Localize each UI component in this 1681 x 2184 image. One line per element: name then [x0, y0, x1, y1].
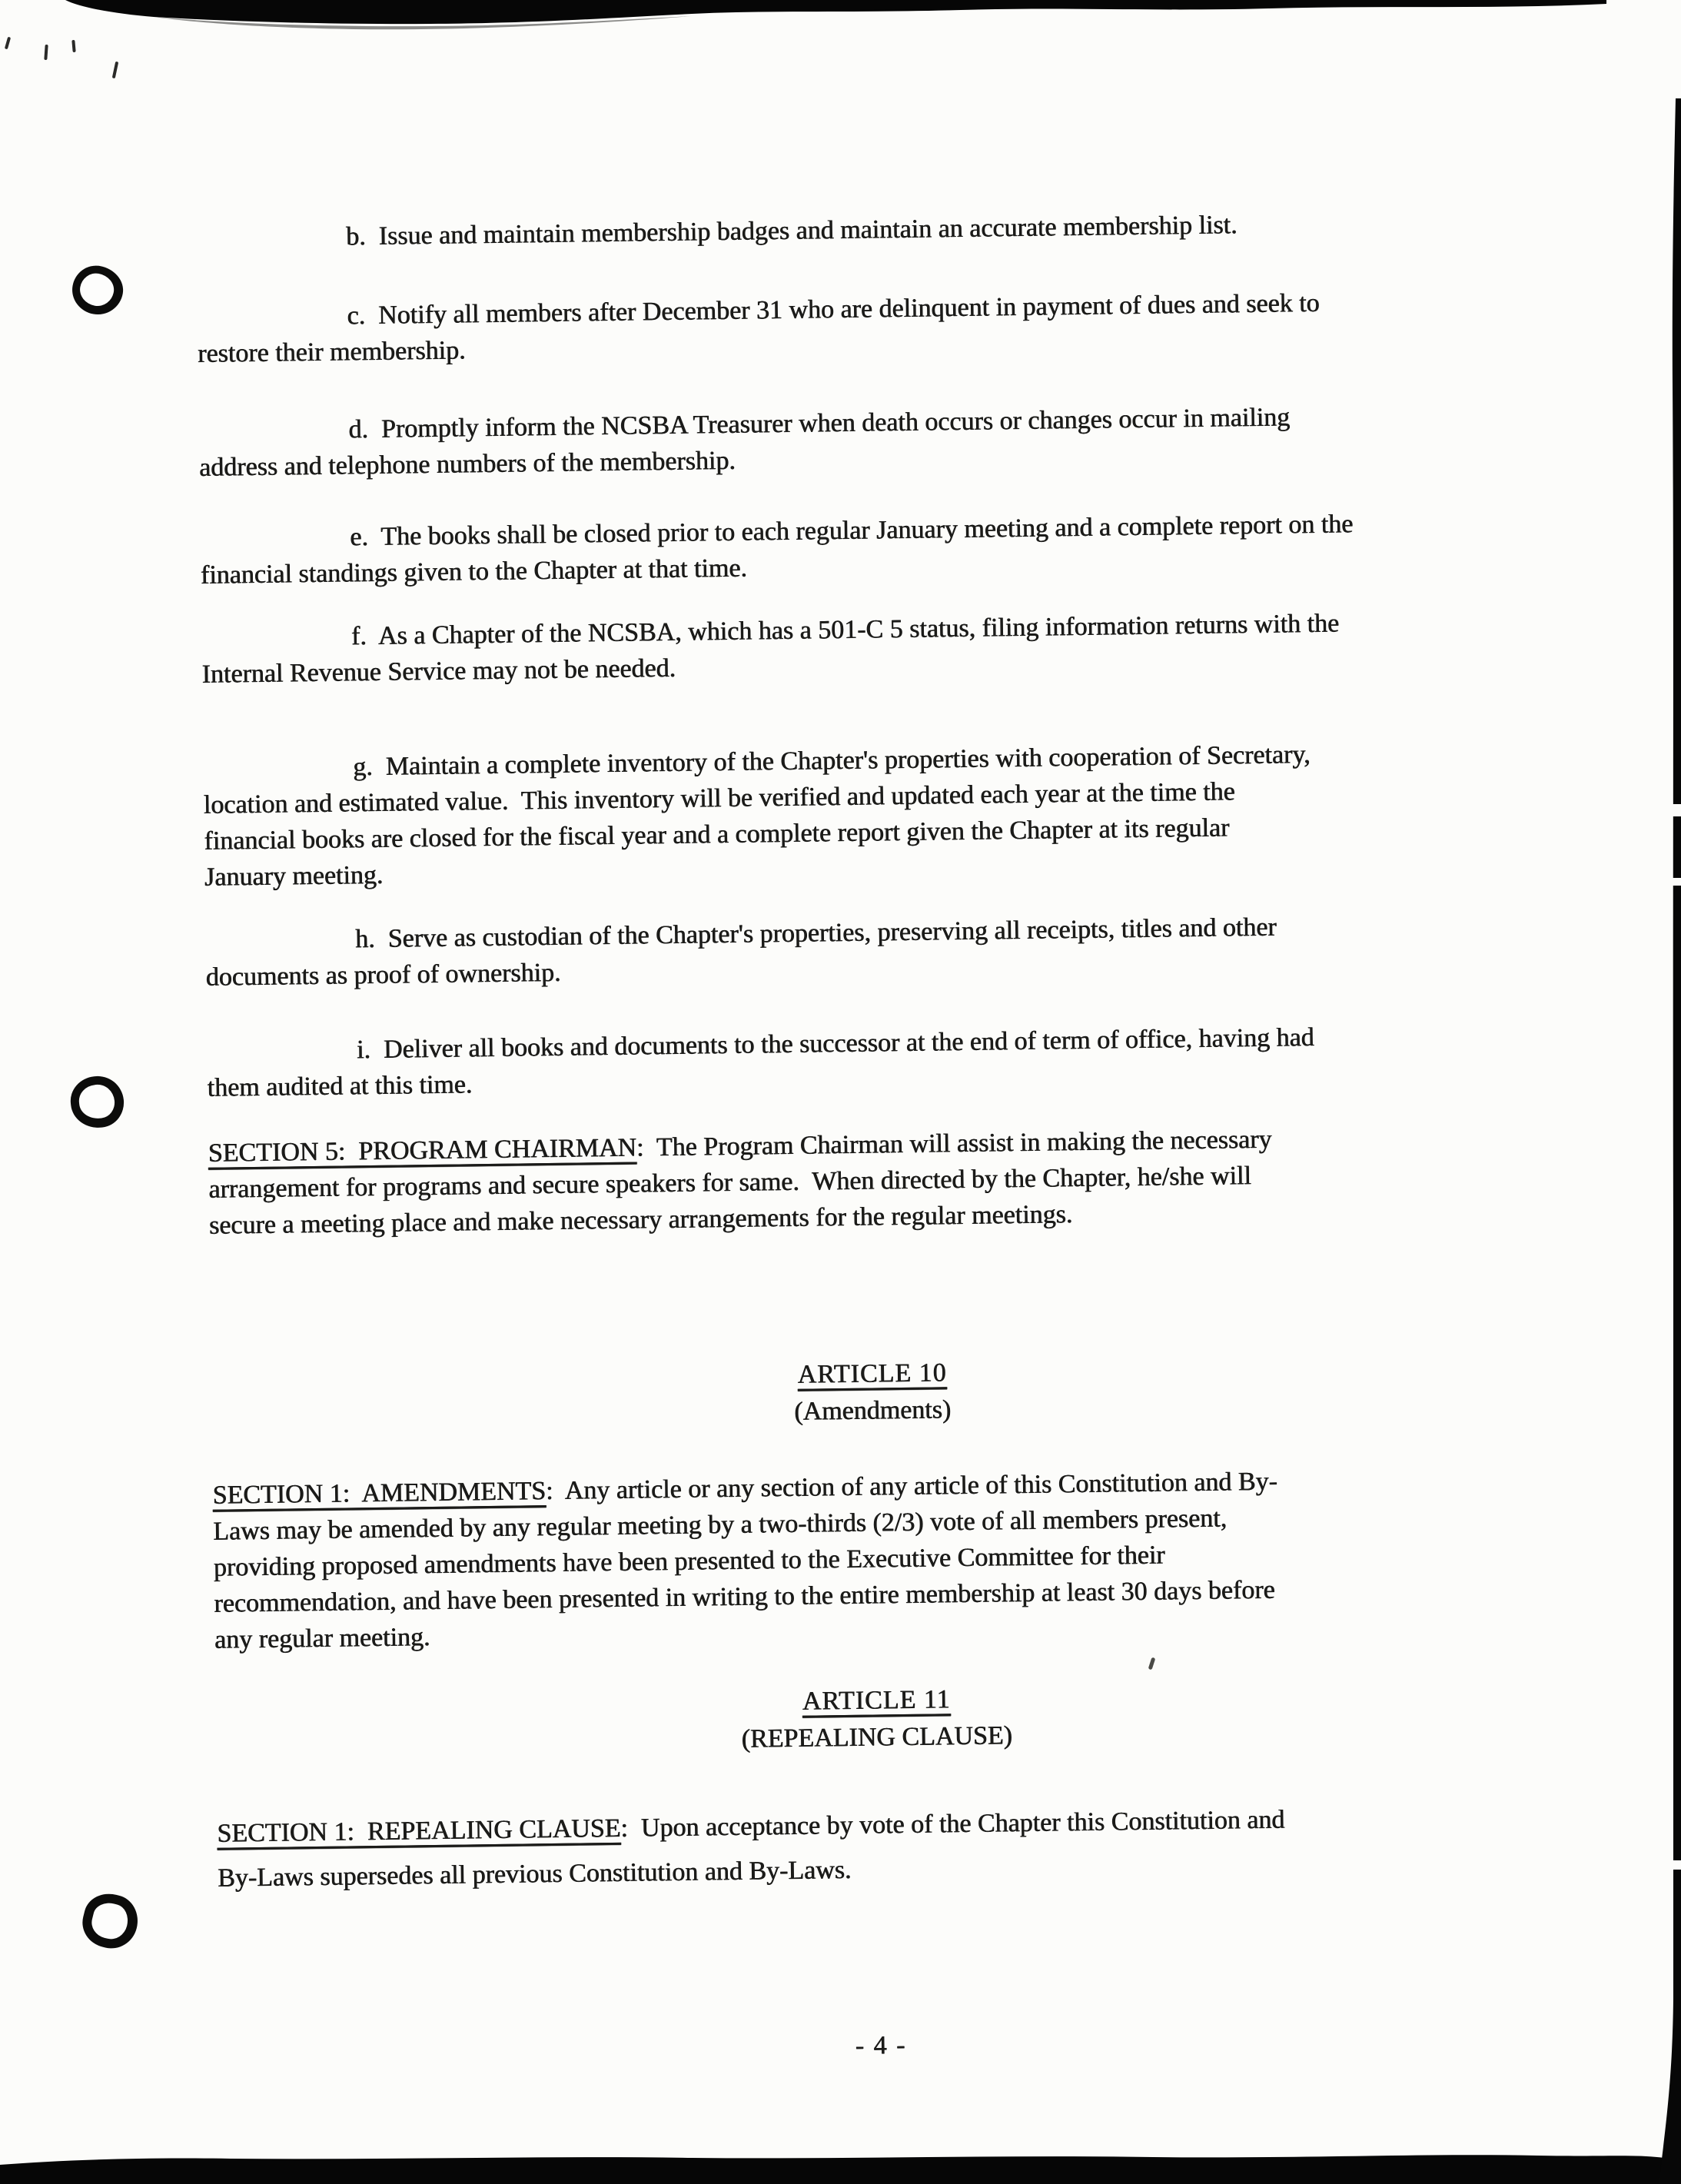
list-item-c	[197, 283, 1489, 372]
text-line: address and telephone numbers of the membership.	[199, 446, 736, 482]
text-line: d. Promptly inform the NCSBA Treasurer when death occurs or changes occur in mailing	[348, 403, 1291, 444]
page-number-text: - 4 -	[855, 2030, 907, 2060]
text-line: secure a meeting place and make necessary arrangements for the regular meetings.	[208, 1200, 1073, 1240]
list-item-i	[207, 1017, 1499, 1106]
text-line: providing proposed amendments have been presented to the Executive Committee for their	[213, 1541, 1165, 1582]
section-heading: SECTION 5: PROGRAM CHAIRMAN	[208, 1133, 637, 1168]
list-item-g	[203, 734, 1496, 896]
section-heading-rest: : Upon acceptance by vote of the Chapter this Constitution and	[620, 1805, 1285, 1843]
text-line: them audited at this time.	[207, 1070, 473, 1102]
text-line: restore their membership.	[198, 336, 466, 368]
text-line: e. The books shall be closed prior to each regular January meeting and a complete report on the	[350, 510, 1354, 552]
text-line: documents as proof of ownership.	[205, 958, 561, 992]
text-line: f. As a Chapter of the NCSBA, which has a 501-C 5 status, filing information returns with the	[350, 609, 1340, 651]
list-item-d	[198, 397, 1490, 486]
section-heading: SECTION 1: REPEALING CLAUSE	[217, 1813, 621, 1848]
list-item-h	[205, 906, 1497, 996]
section-1-repealing-clause	[217, 1795, 1509, 1901]
text-line: financial books are closed for the fiscal year and a complete report given the Chapter at its regular	[204, 813, 1230, 856]
text-line: arrangement for programs and secure speakers for same. When directed by the Chapter, he/she will	[208, 1162, 1252, 1204]
text-line: recommendation, and have been presented in writing to the entire membership at least 30 days before	[214, 1575, 1276, 1618]
article-subtitle-text: (REPEALING CLAUSE)	[741, 1721, 1013, 1754]
section-heading: SECTION 1: AMENDMENTS	[212, 1477, 546, 1510]
text-line: Internal Revenue Service may not be needed.	[201, 653, 676, 689]
text-line: By-Laws supersedes all previous Constitution and By-Laws.	[218, 1855, 852, 1893]
page-number	[243, 2019, 1519, 2073]
section-heading-rest: : The Program Chairman will assist in making the necessary	[636, 1125, 1272, 1162]
section-5-program-chairman	[208, 1119, 1501, 1244]
text-line: January meeting.	[204, 860, 384, 892]
list-item-b	[196, 204, 1487, 257]
text-line: g. Maintain a complete inventory of the Chapter's properties with cooperation of Secretary,	[353, 740, 1311, 782]
article-subtitle-text: (Amendments)	[794, 1395, 952, 1426]
list-item-e	[200, 504, 1492, 593]
section-heading-rest: : Any article or any section of any article of this Constitution and By-	[546, 1467, 1278, 1506]
article-title-text: ARTICLE 10	[797, 1358, 948, 1389]
text-line: location and estimated value. This inventory will be verified and updated each year at the time the	[203, 777, 1236, 819]
text-line: c. Notify all members after December 31 who are delinquent in payment of dues and seek to	[347, 288, 1320, 331]
text-line: any regular meeting.	[214, 1623, 430, 1654]
text-line: Laws may be amended by any regular meeting by a two-thirds (2/3) vote of all members present,	[213, 1504, 1228, 1546]
text-line: b. Issue and maintain membership badges and maintain an accurate membership list.	[346, 211, 1237, 251]
text-line: i. Deliver all books and documents to the successor at the end of term of office, having had	[356, 1022, 1315, 1065]
list-item-f	[201, 603, 1493, 693]
article-title-text: ARTICLE 11	[802, 1685, 951, 1716]
section-1-amendments	[212, 1461, 1506, 1658]
text-line: financial standings given to the Chapter at that time.	[200, 553, 748, 590]
text-line: h. Serve as custodian of the Chapter's properties, preserving all receipts, titles and other	[355, 912, 1277, 954]
